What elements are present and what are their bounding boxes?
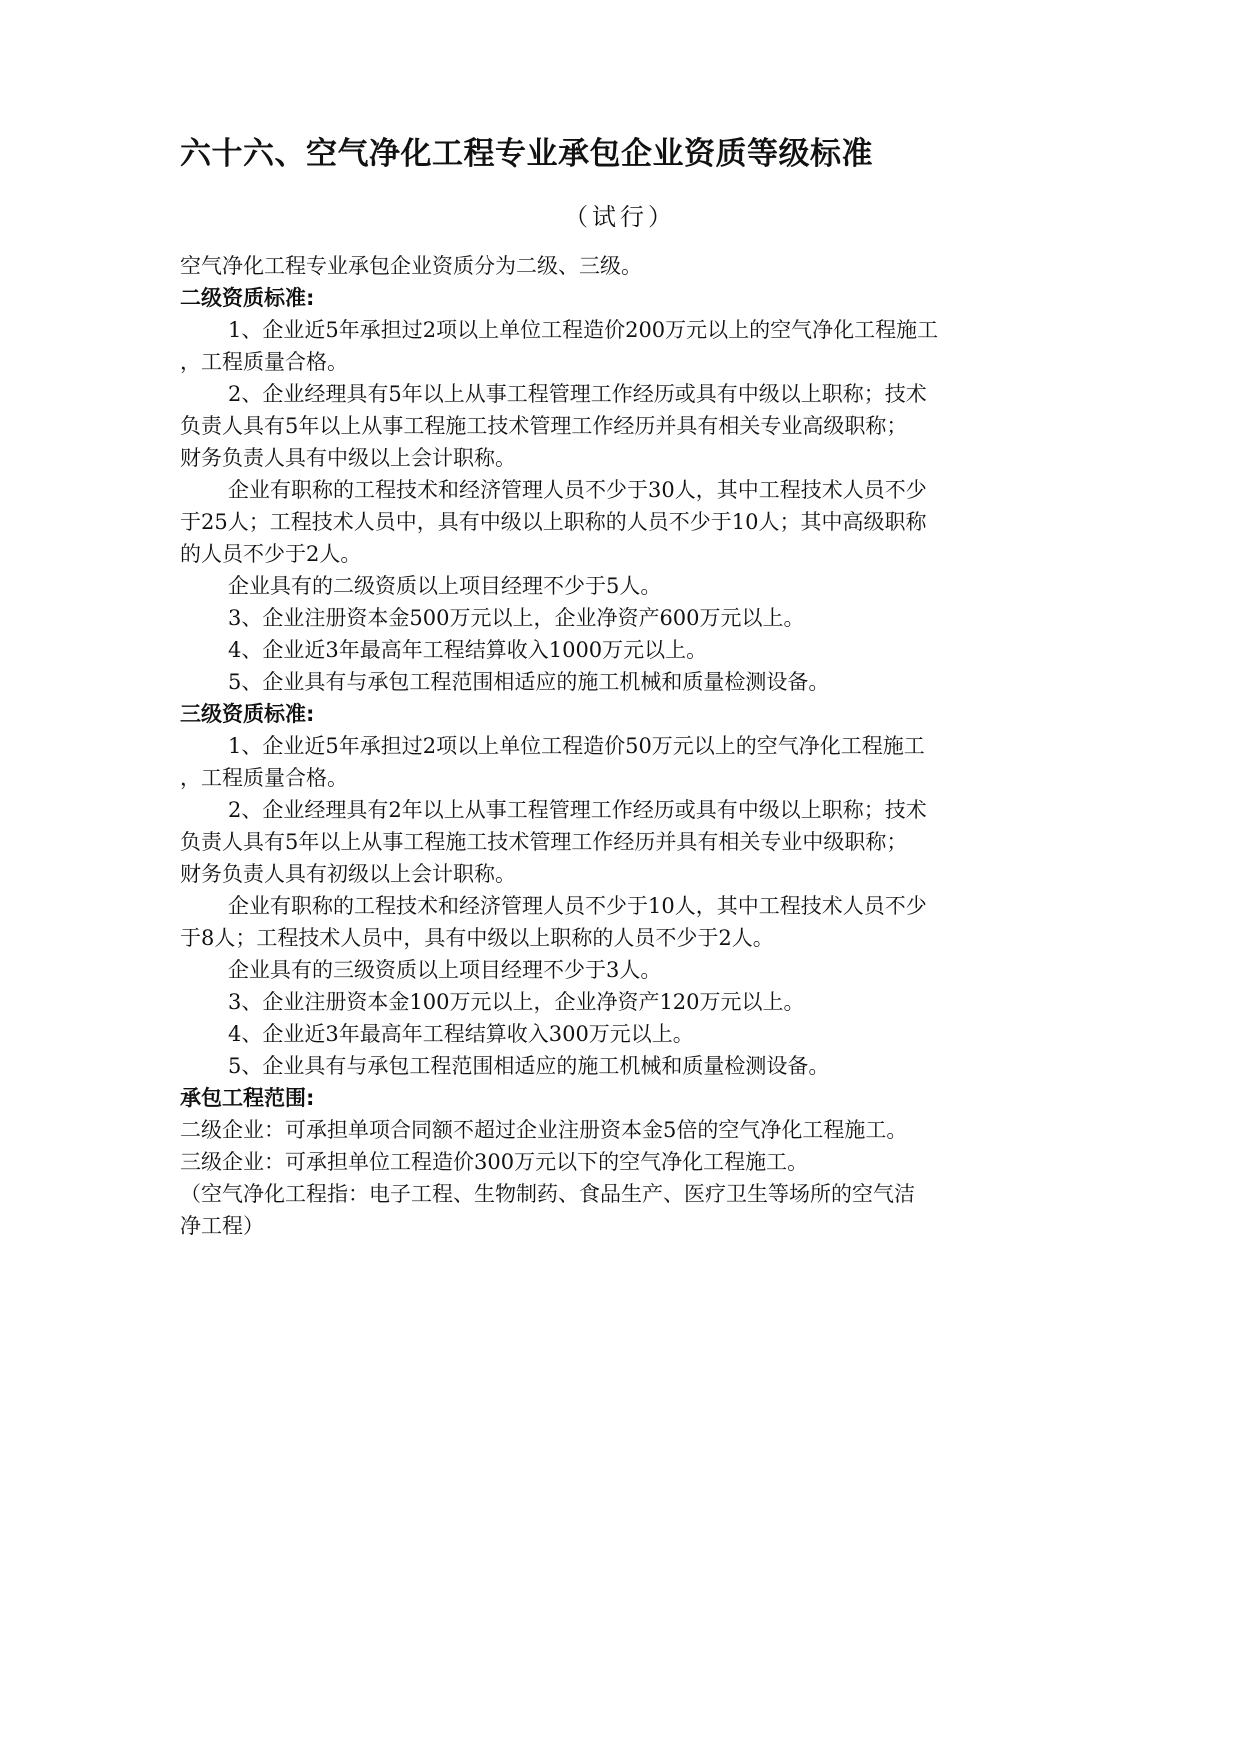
document-body bbox=[180, 250, 1060, 1242]
document-title: 六十六、空气净化工程专业承包企业资质等级标准 bbox=[180, 136, 873, 172]
grade3-line: 5、企业具有与承包工程范围相适应的施工机械和质量检测设备。 bbox=[228, 1054, 830, 1078]
grade3-line: 4、企业近3年最高年工程结算收入300万元以上。 bbox=[228, 1022, 694, 1046]
grade2-line: 5、企业具有与承包工程范围相适应的施工机械和质量检测设备。 bbox=[228, 670, 830, 694]
grade3-heading: 三级资质标准: bbox=[180, 702, 315, 726]
grade3-line: 企业具有的三级资质以上项目经理不少于3人。 bbox=[228, 958, 662, 982]
grade3-line: 负责人具有5年以上从事工程施工技术管理工作经历并具有相关专业中级职称； bbox=[180, 830, 908, 854]
grade3-line: 1、企业近5年承担过2项以上单位工程造价50万元以上的空气净化工程施工 bbox=[228, 734, 925, 758]
grade2-line: 的人员不少于2人。 bbox=[180, 542, 362, 566]
grade3-line: 财务负责人具有初级以上会计职称。 bbox=[180, 862, 516, 886]
scope-heading: 承包工程范围: bbox=[180, 1086, 315, 1110]
grade2-line: 负责人具有5年以上从事工程施工技术管理工作经历并具有相关专业高级职称； bbox=[180, 414, 908, 438]
grade2-line: 财务负责人具有中级以上会计职称。 bbox=[180, 446, 516, 470]
grade2-line: 企业具有的二级资质以上项目经理不少于5人。 bbox=[228, 574, 662, 598]
grade3-line: 3、企业注册资本金100万元以上，企业净资产120万元以上。 bbox=[228, 990, 805, 1014]
grade2-line: 于25人；工程技术人员中，具有中级以上职称的人员不少于10人；其中高级职称 bbox=[180, 510, 927, 534]
grade2-line: 企业有职称的工程技术和经济管理人员不少于30人，其中工程技术人员不少 bbox=[228, 478, 927, 502]
document-subtitle: （试行） bbox=[564, 203, 676, 231]
grade3-line: ，工程质量合格。 bbox=[180, 766, 348, 790]
grade2-line: 3、企业注册资本金500万元以上，企业净资产600万元以上。 bbox=[228, 606, 805, 630]
grade2-line: 4、企业近3年最高年工程结算收入1000万元以上。 bbox=[228, 638, 708, 662]
grade3-line: 于8人；工程技术人员中，具有中级以上职称的人员不少于2人。 bbox=[180, 926, 774, 950]
grade2-line: 2、企业经理具有5年以上从事工程管理工作经历或具有中级以上职称；技术 bbox=[228, 382, 927, 406]
grade3-line: 企业有职称的工程技术和经济管理人员不少于10人，其中工程技术人员不少 bbox=[228, 894, 927, 918]
scope-line: 二级企业：可承担单项合同额不超过企业注册资本金5倍的空气净化工程施工。 bbox=[180, 1118, 908, 1142]
scope-line: 三级企业：可承担单位工程造价300万元以下的空气净化工程施工。 bbox=[180, 1150, 809, 1174]
intro-paragraph: 空气净化工程专业承包企业资质分为二级、三级。 bbox=[180, 254, 642, 278]
grade2-line: ，工程质量合格。 bbox=[180, 350, 348, 374]
scope-line: （空气净化工程指：电子工程、生物制药、食品生产、医疗卫生等场所的空气洁 bbox=[180, 1182, 915, 1206]
scope-line: 净工程） bbox=[180, 1214, 264, 1238]
grade3-line: 2、企业经理具有2年以上从事工程管理工作经历或具有中级以上职称；技术 bbox=[228, 798, 927, 822]
grade2-line: 1、企业近5年承担过2项以上单位工程造价200万元以上的空气净化工程施工 bbox=[228, 318, 939, 342]
grade2-heading: 二级资质标准: bbox=[180, 286, 315, 310]
